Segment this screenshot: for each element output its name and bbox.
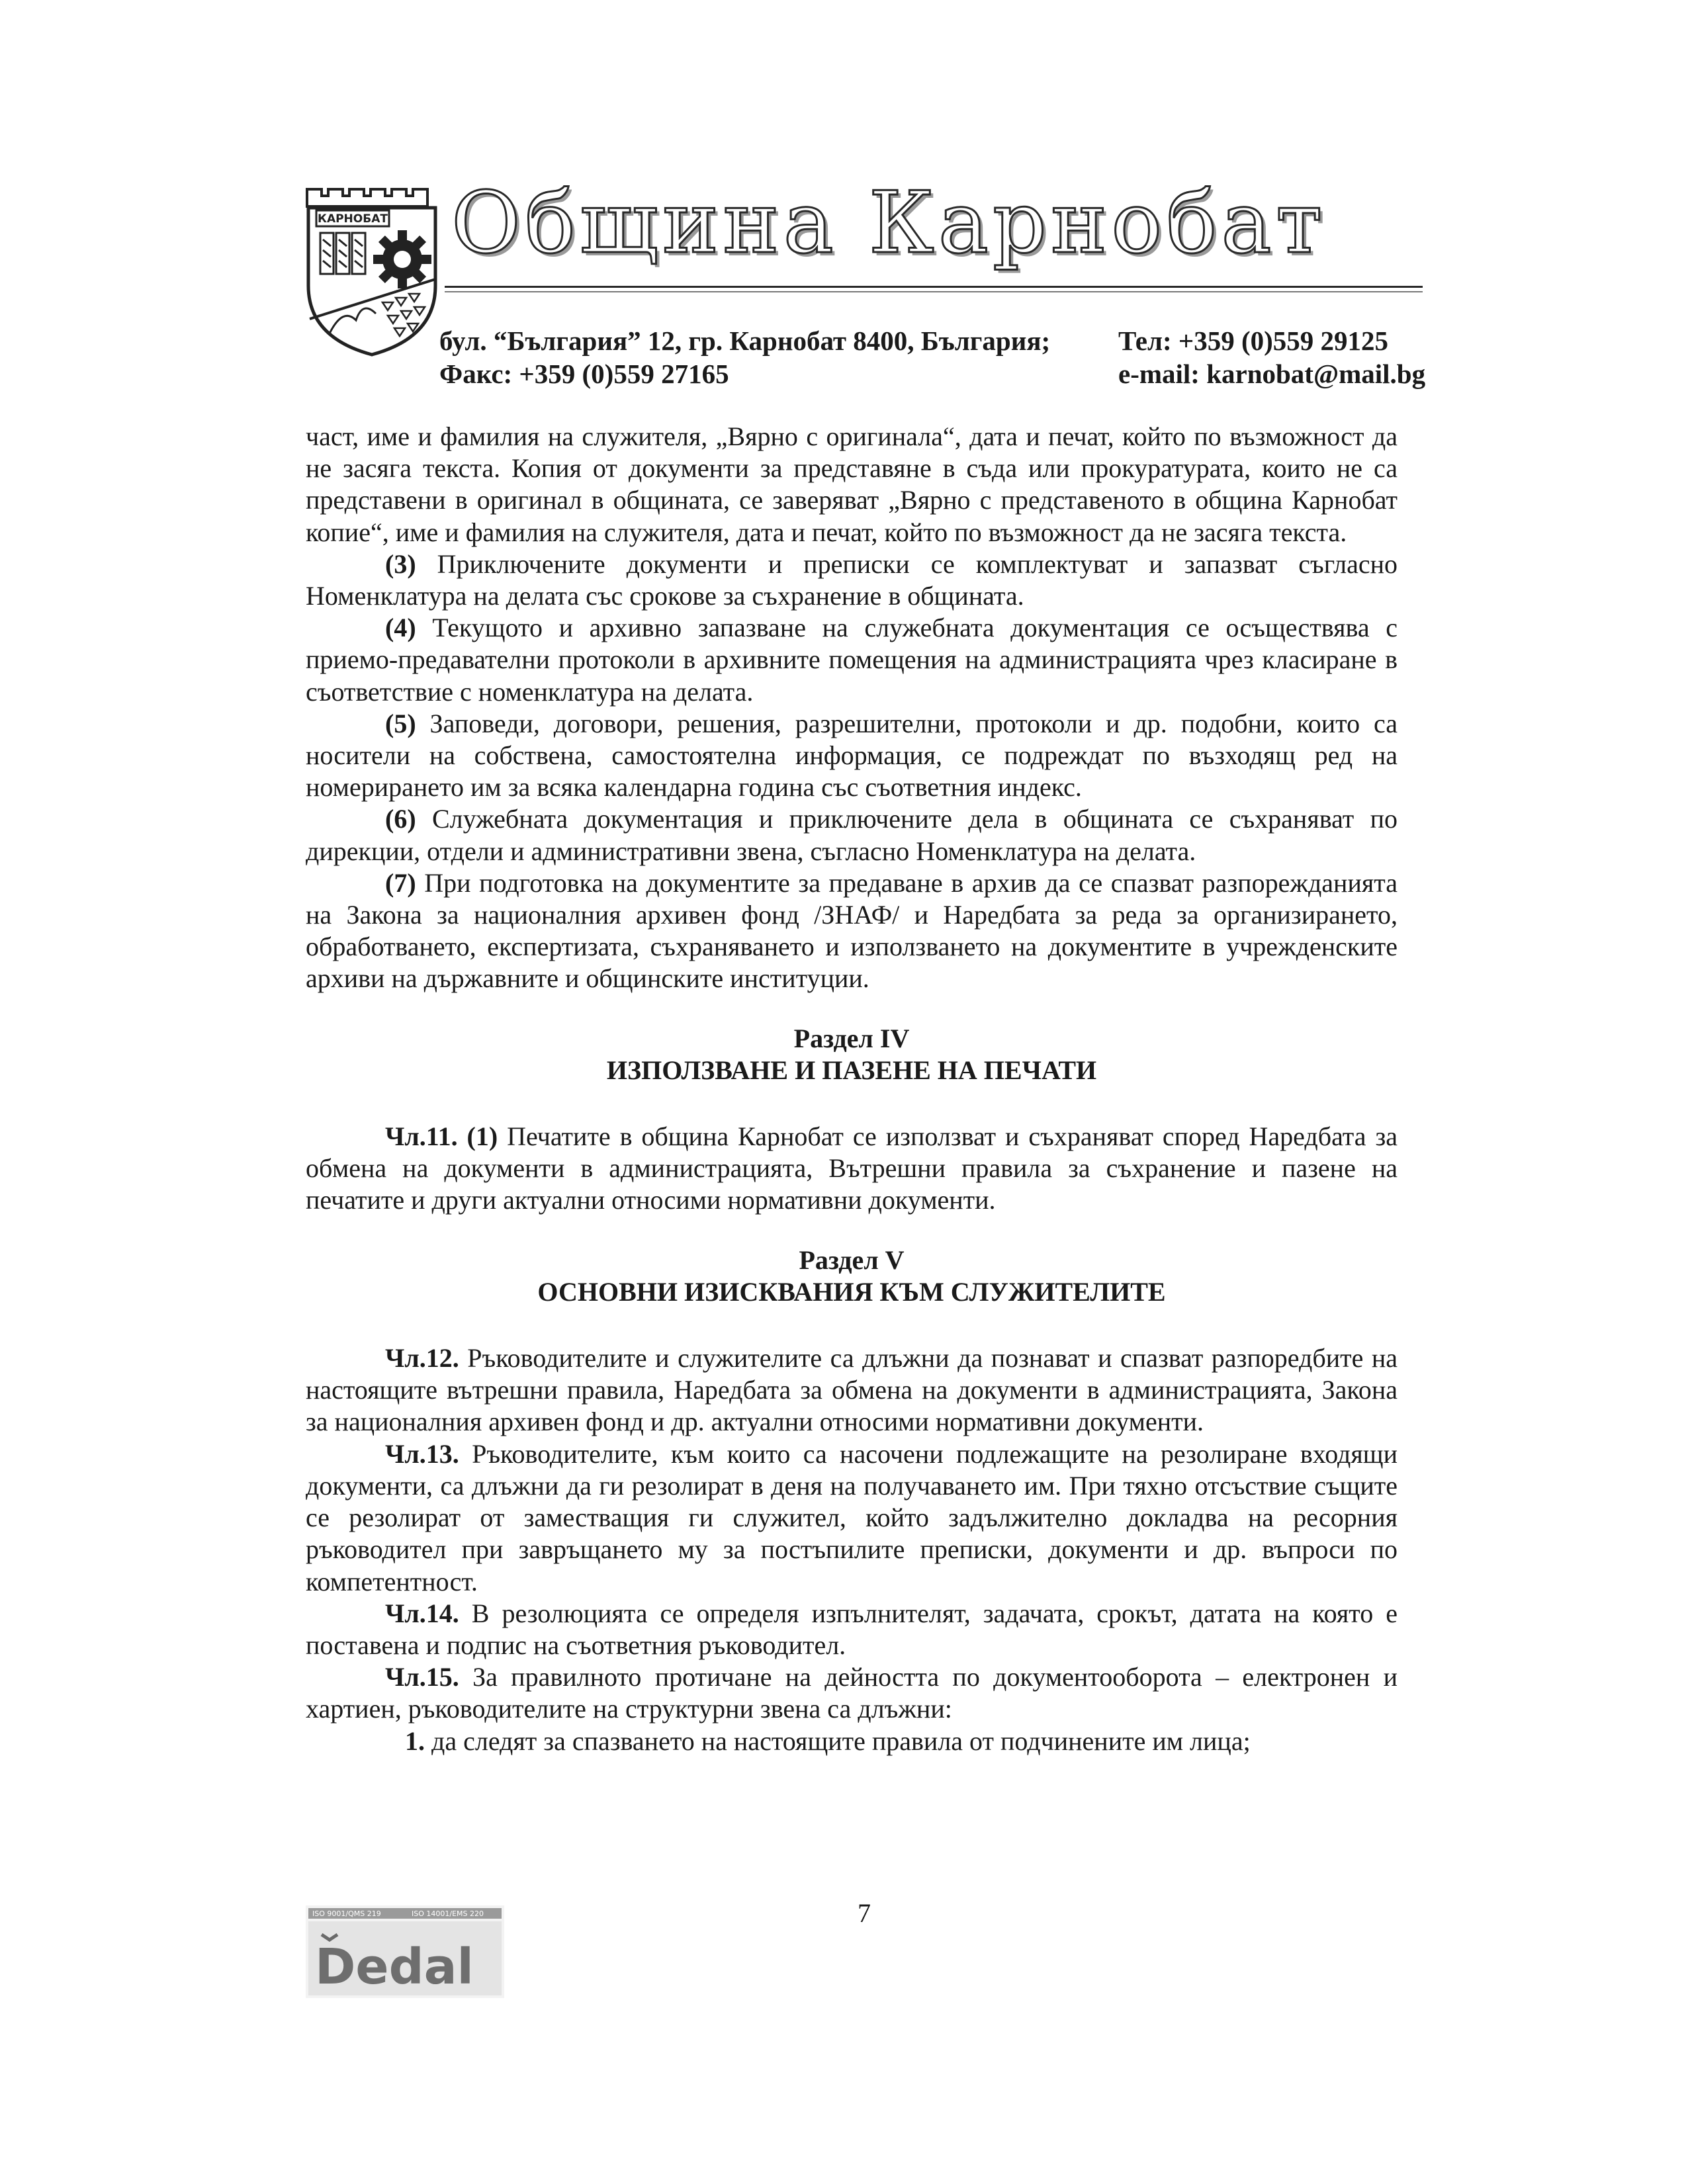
paragraph-number: (5): [385, 708, 416, 738]
article-text: Ръководителите, към които са насочени подлежащите на резолиране входящи документи, са длъжни да ги резолират в деня на получаването им. При тяхно отсъствие същите се резолират от заместващия ги служител, който задължително докладва на ресорния ръководител при завръщането му за постъпилите преписки, документи и др. въпроси по компетентност.: [306, 1438, 1398, 1596]
paragraph-number: (3): [385, 548, 416, 579]
paragraph-number: (7): [385, 867, 416, 898]
article-label: Чл.13.: [385, 1438, 459, 1469]
paragraph-5: [306, 708, 1398, 804]
contact-email: e-mail: karnobat@mail.bg: [1118, 359, 1426, 389]
paragraph-4: [306, 612, 1398, 708]
cert-line-2: ISO 14001/EMS 220: [412, 1909, 484, 1918]
paragraph-text: Приключените документи и преписки се комплектуват и запазват съгласно Номенклатура на делата със срокове за съхранение в общината.: [306, 548, 1398, 611]
paragraph-number: (1): [466, 1121, 498, 1152]
article-text: В резолюцията се определя изпълнителят, задачата, срокът, датата на която е поставена и подпис на съответния ръководител.: [306, 1598, 1398, 1660]
article-13: [306, 1438, 1398, 1598]
document-body: [306, 421, 1398, 1757]
article-15: [306, 1661, 1398, 1725]
paragraph-text: Текущото и архивно запазване на служебната документация се осъществява с приемо-предавателни протоколи в архивните помещения на администрацията чрез класиране в съответствие с номенклатура на делата.: [306, 613, 1398, 707]
paragraph-7: [306, 867, 1398, 995]
paragraph-number: (6): [385, 804, 416, 834]
section-5-title: Раздел V: [799, 1245, 905, 1275]
article-14: [306, 1598, 1398, 1661]
paragraph-text: Служебната документация и приключените дела в общината се съхраняват по дирекции, отдели и административни звена, съгласно Номенклатура на делата.: [306, 804, 1398, 866]
article-11: [306, 1121, 1398, 1217]
paragraph-6: [306, 803, 1398, 867]
list-item-number: 1.: [405, 1725, 425, 1756]
article-label: Чл.12.: [385, 1343, 459, 1374]
article-text: Ръководителите и служителите са длъжни да познават и спазват разпоредбите на настоящите вътрешни правила, Наредбата за обмена на документи в администрацията, Закона за националния архивен фонд и др. актуални относими нормативни документи.: [306, 1343, 1398, 1437]
section-5-subtitle: ОСНОВНИ ИЗИСКВАНИЯ КЪМ СЛУЖИТЕЛИТЕ: [537, 1276, 1166, 1307]
municipality-crest-icon: [303, 187, 441, 357]
list-item-1: [306, 1725, 1398, 1757]
paragraph-number: (4): [385, 613, 416, 643]
paragraph-3: [306, 548, 1398, 612]
article-text: Печатите в община Карнобат се използват и съхраняват според Наредбата за обмена на документи в администрацията, Вътрешни правила за съхранение и пазене на печатите и други актуални относими нормативни документи.: [306, 1121, 1398, 1215]
section-4-subtitle: ИЗПОЛЗВАНЕ И ПАЗЕНЕ НА ПЕЧАТИ: [606, 1055, 1097, 1085]
article-label: Чл.15.: [385, 1662, 459, 1692]
header-rule: [445, 286, 1423, 288]
municipality-wordmark: Община Карнобат: [451, 174, 1327, 273]
cert-brand: Dedal: [315, 1939, 474, 1995]
crest-label: КАРНОБАТ: [318, 212, 388, 226]
list-item-text: да следят за спазването на настоящите правила от подчинените им лица;: [425, 1725, 1251, 1756]
article-text: За правилното протичане на дейността по документооборота – електронен и хартиен, ръководителите на структурни звена са длъжни:: [306, 1662, 1398, 1724]
dedal-certification-logo: [306, 1905, 504, 1998]
article-12: [306, 1342, 1398, 1438]
intro-paragraph: част, име и фамилия на служителя, „Вярно с оригинала“, дата и печат, който по възможност да не засяга текста. Копия от документи за представяне в съда или прокуратурата, които не са представени в оригинал в общината, се заверяват „Вярно с представеното в община Карнобат копие“, име и фамилия на служителя, дата и печат, който по възможност да не засяга текста.: [306, 421, 1398, 547]
contact-address: бул. “България” 12, гр. Карнобат 8400, България;: [439, 326, 1051, 356]
contact-phone: Тел: +359 (0)559 29125: [1118, 326, 1389, 356]
cert-line-1: ISO 9001/QMS 219: [312, 1909, 381, 1918]
article-label: Чл.11.: [385, 1121, 458, 1152]
article-label: Чл.14.: [385, 1598, 459, 1628]
header-rule-thin: [445, 291, 1423, 292]
page-number: 7: [858, 1898, 871, 1928]
section-4-title: Раздел IV: [793, 1023, 910, 1053]
paragraph-text: Заповеди, договори, решения, разрешителни, протоколи и др. подобни, които са носители на собствена, самостоятелна информация, се подреждат по възходящ ред на номерирането им за всяка календарна година със съответния индекс.: [306, 708, 1398, 803]
contact-fax: Факс: +359 (0)559 27165: [439, 359, 729, 389]
paragraph-text: При подготовка на документите за предаване в архив да се спазват разпорежданията на Закона за националния архивен фонд /ЗНАФ/ и Наредбата за реда за организирането, обработването, експертизата, съхраняването и използването на документите в учрежденските архиви на държавните и общинските институции.: [306, 867, 1398, 994]
